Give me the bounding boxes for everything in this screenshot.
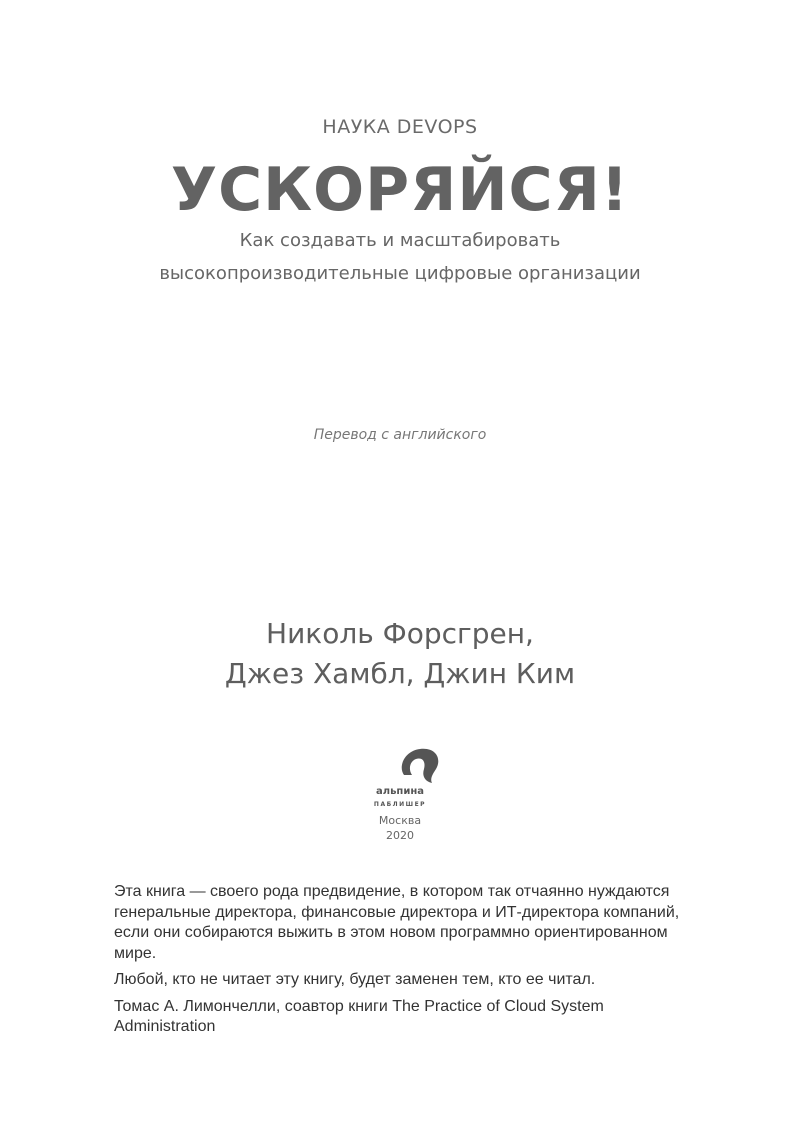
authors-line-1: Николь Форсгрен, [266, 617, 534, 650]
alpina-logo-icon [396, 745, 446, 785]
subtitle-line-1: Как создавать и масштабировать [239, 230, 561, 251]
quote-paragraph-1: Эта книга — своего рода предвидение, в котором так отчаянно нуждаются генеральные директора, финансовые директора и ИТ-директора компаний, если они собираются выжить в этом новом программно ориентированном мире. [114, 883, 680, 962]
series-name: НАУКА DEVOPS [322, 116, 478, 138]
authors-line-2: Джез Хамбл, Джин Ким [224, 657, 576, 690]
publisher-name: альпина [376, 786, 424, 797]
publication-year: 2020 [386, 829, 414, 842]
endorsement-quote [114, 882, 694, 1044]
book-title: УСКОРЯЙСЯ! [170, 155, 630, 225]
publisher-city: Москва [378, 814, 422, 827]
translation-note: Перевод с английского [313, 427, 487, 443]
quote-paragraph-2: Любой, кто не читает эту книгу, будет заменен тем, кто ее читал. [114, 971, 596, 988]
publisher-subname: ПАБЛИШЕР [373, 801, 427, 808]
subtitle-line-2: высокопроизводительные цифровые организации [159, 263, 641, 284]
quote-attribution: Томас А. Лимончелли, соавтор книги The Practice of Cloud System Administration [114, 997, 604, 1035]
